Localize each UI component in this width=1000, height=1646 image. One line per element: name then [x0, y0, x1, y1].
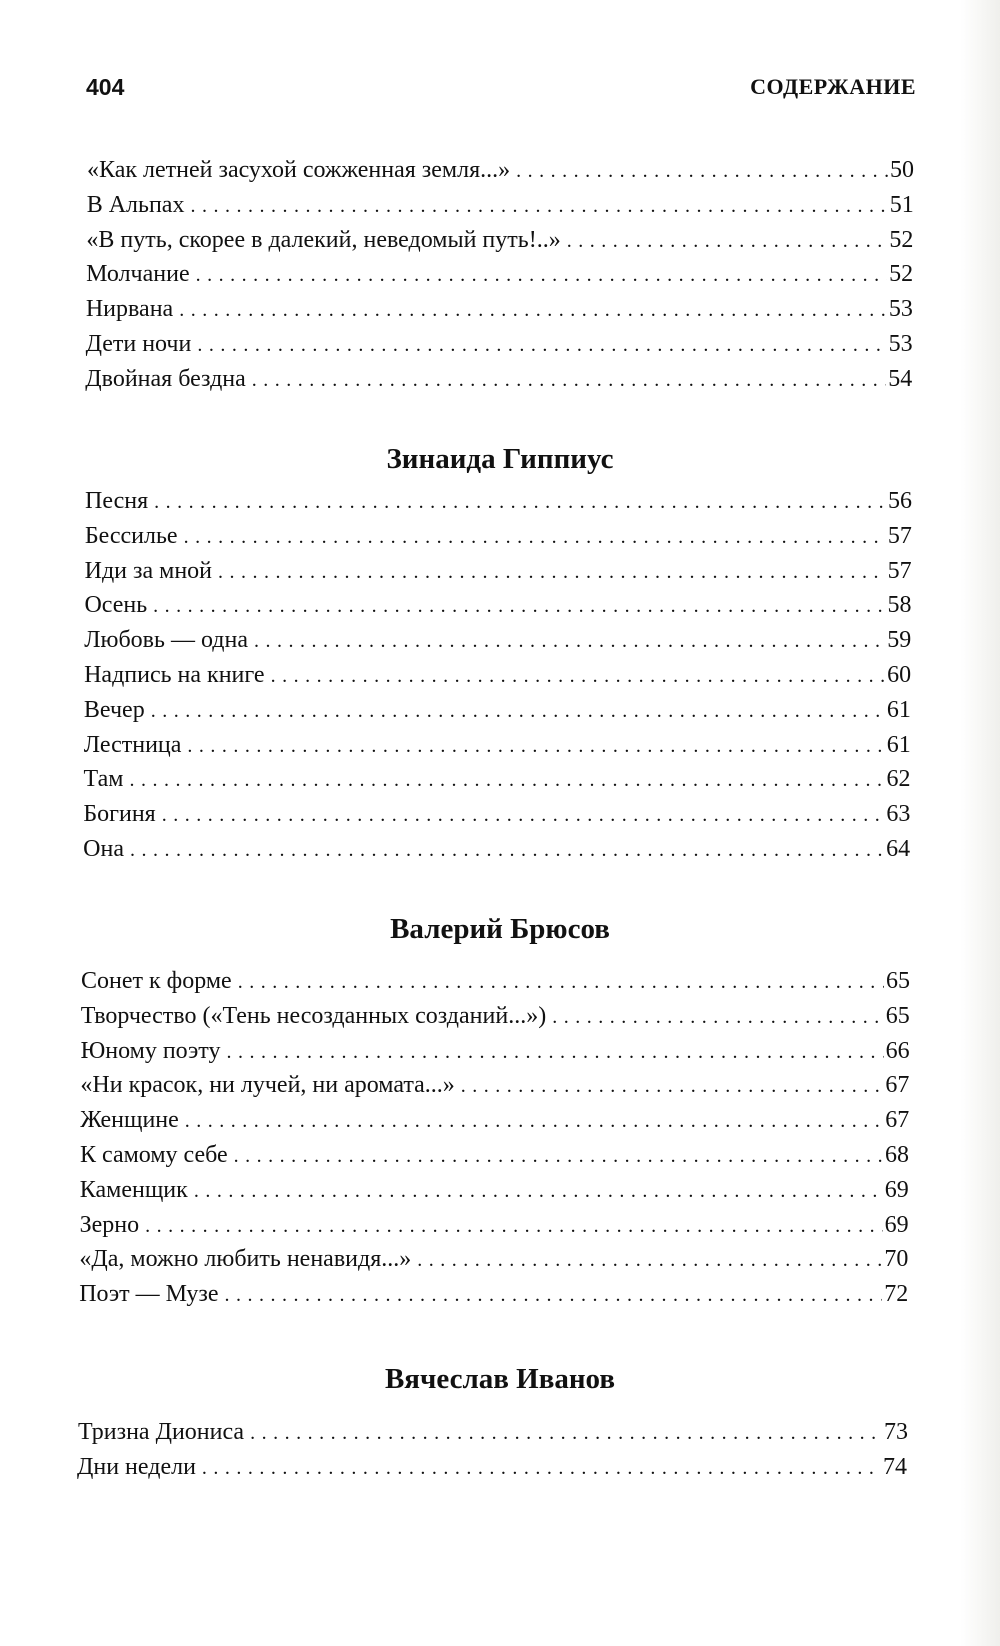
- toc-entry-title: Зерно: [79, 1211, 140, 1238]
- toc-entry: [84, 662, 911, 696]
- dot-leader: [184, 526, 886, 549]
- dot-leader: [234, 1145, 883, 1168]
- toc-entry: [79, 1246, 908, 1280]
- dot-leader: [218, 561, 886, 584]
- toc-entry-page: 57: [887, 557, 912, 584]
- dot-leader: [130, 839, 884, 862]
- dot-leader: [187, 735, 884, 758]
- toc-entry-title: Песня: [85, 488, 149, 514]
- toc-entry-title: «Да, можно любить ненавидя...»: [79, 1246, 412, 1273]
- toc-entry: [84, 732, 911, 766]
- toc-entry: [86, 227, 913, 261]
- toc-entry-page: 54: [888, 365, 913, 392]
- toc-entry: [83, 801, 910, 835]
- dot-leader: [271, 665, 885, 688]
- toc-entry: [84, 766, 911, 800]
- toc-entry-page: 67: [885, 1072, 910, 1099]
- toc-entry-page: 52: [889, 261, 914, 288]
- toc-entry: [80, 1107, 909, 1141]
- toc-entry-page: 65: [886, 968, 910, 994]
- toc-entry-page: 62: [886, 766, 911, 793]
- toc-entry: [85, 523, 912, 557]
- toc-entry-title: Богиня: [83, 801, 156, 828]
- toc-entry-page: 56: [888, 488, 912, 514]
- toc-entry: [85, 558, 912, 592]
- toc-entry-title: Там: [83, 766, 124, 793]
- toc-entry: [81, 1003, 910, 1037]
- dot-leader: [151, 700, 885, 723]
- toc-entry-page: 63: [886, 801, 911, 828]
- toc-entry-page: 52: [889, 226, 914, 253]
- toc-entry-page: 68: [885, 1142, 909, 1168]
- dot-leader: [190, 195, 887, 218]
- toc-entry-title: Нирвана: [85, 296, 174, 323]
- toc-entry: [86, 331, 913, 365]
- toc-entry-page: 67: [885, 1107, 910, 1134]
- page-edge-shadow: [960, 0, 1000, 1646]
- toc-entry-page: 51: [889, 191, 914, 218]
- toc-entry-page: 65: [885, 1002, 910, 1029]
- toc-entry-title: Женщине: [80, 1107, 179, 1134]
- toc-entry-page: 70: [884, 1246, 909, 1273]
- dot-leader: [567, 230, 888, 253]
- toc-entry-title: Каменщик: [79, 1176, 188, 1203]
- toc-entry: [80, 1072, 909, 1106]
- toc-entry: [84, 697, 911, 731]
- toc-entry-page: 61: [886, 696, 911, 723]
- toc-entry-page: 73: [884, 1419, 908, 1445]
- dot-leader: [552, 1006, 884, 1029]
- dot-leader: [179, 299, 887, 322]
- running-header: [86, 74, 916, 104]
- toc-entry: [80, 1142, 909, 1176]
- section-author-heading: Валерий Брюсов: [390, 913, 610, 945]
- toc-entry-page: 50: [890, 157, 914, 183]
- toc-entry-page: 69: [884, 1176, 909, 1203]
- dot-leader: [145, 1215, 882, 1238]
- dot-leader: [197, 334, 886, 357]
- toc-entry-page: 72: [884, 1281, 909, 1308]
- dot-leader: [250, 1422, 882, 1445]
- toc-entry: [79, 1281, 908, 1315]
- toc-entry-page: 69: [884, 1211, 909, 1238]
- toc-entry-title: Тризна Диониса: [78, 1419, 245, 1445]
- toc-entry: [80, 1177, 909, 1211]
- running-title: СОДЕРЖАНИЕ: [750, 74, 916, 99]
- toc-entry-title: Вечер: [83, 696, 145, 723]
- toc-entry-title: Иди за мной: [84, 557, 213, 584]
- toc-entry: [86, 296, 913, 330]
- toc-entry-title: В Альпах: [86, 191, 185, 218]
- dot-leader: [185, 1110, 883, 1133]
- dot-leader: [196, 264, 888, 287]
- toc-entry-title: Дети ночи: [85, 331, 192, 357]
- toc-entry-title: Сонет к форме: [81, 968, 232, 994]
- toc-entry-title: К самому себе: [80, 1142, 228, 1168]
- toc-entry-title: Лестница: [83, 731, 182, 758]
- page-number: 404: [86, 74, 125, 100]
- toc-entry: [85, 488, 912, 522]
- toc-entry-title: Поэт — Музе: [79, 1281, 219, 1308]
- dot-leader: [162, 804, 885, 827]
- dot-leader: [254, 630, 885, 653]
- toc-entry: [83, 836, 910, 870]
- toc-entry-page: 61: [886, 731, 911, 758]
- dot-leader: [461, 1075, 884, 1098]
- dot-leader: [129, 769, 884, 792]
- toc-entry-page: 64: [886, 836, 911, 862]
- dot-leader: [252, 369, 886, 392]
- toc-entry-title: Надпись на книге: [84, 662, 265, 688]
- toc-entry-page: 66: [885, 1037, 910, 1064]
- toc-entry-title: Творчество («Тень несозданных созданий...»): [80, 1002, 547, 1029]
- dot-leader: [224, 1284, 882, 1307]
- toc-entry-title: «Ни красок, ни лучей, ни аромата...»: [80, 1072, 455, 1099]
- toc-entry-page: 53: [888, 331, 913, 357]
- dot-leader: [516, 160, 888, 183]
- dot-leader: [417, 1249, 882, 1272]
- toc-entry-page: 53: [888, 296, 913, 323]
- toc-entry-page: 60: [887, 662, 912, 688]
- toc-entry-title: Молчание: [86, 261, 190, 288]
- toc-entry-page: 58: [887, 592, 912, 619]
- toc-entry: [81, 1038, 910, 1072]
- toc-entry: [86, 261, 913, 295]
- toc-entry-title: Юному поэту: [80, 1037, 221, 1064]
- toc-entry: [77, 1454, 907, 1488]
- toc-entry-title: Любовь — одна: [84, 627, 248, 654]
- toc-entry: [80, 1212, 909, 1246]
- dot-leader: [194, 1180, 883, 1203]
- toc-entry: [87, 157, 914, 191]
- toc-entry-title: Двойная бездна: [85, 365, 246, 392]
- toc-entry-title: «Как летней засухой сожженная земля...»: [87, 157, 511, 183]
- toc-entry: [81, 968, 910, 1002]
- toc-entry-page: 74: [883, 1453, 907, 1480]
- dot-leader: [154, 491, 886, 514]
- dot-leader: [153, 595, 885, 618]
- dot-leader: [238, 971, 884, 994]
- toc-entry-title: Дни недели: [77, 1453, 196, 1480]
- toc-entry: [84, 627, 911, 661]
- toc-entry: [84, 592, 911, 626]
- dot-leader: [202, 1457, 881, 1480]
- toc-entry-page: 57: [887, 522, 912, 549]
- toc-entry-title: «В путь, скорее в далекий, неведомый путь!..»: [86, 226, 561, 253]
- toc-entry-title: Бессилье: [84, 522, 178, 549]
- toc-entry-page: 59: [887, 627, 912, 654]
- section-author-heading: Зинаида Гиппиус: [386, 443, 614, 475]
- toc-entry-title: Она: [83, 836, 124, 862]
- section-author-heading: Вячеслав Иванов: [384, 1363, 616, 1395]
- dot-leader: [226, 1041, 883, 1064]
- toc-entry: [87, 192, 914, 226]
- toc-entry: [78, 1419, 908, 1453]
- toc-entry: [85, 366, 912, 400]
- toc-entry-title: Осень: [84, 592, 148, 619]
